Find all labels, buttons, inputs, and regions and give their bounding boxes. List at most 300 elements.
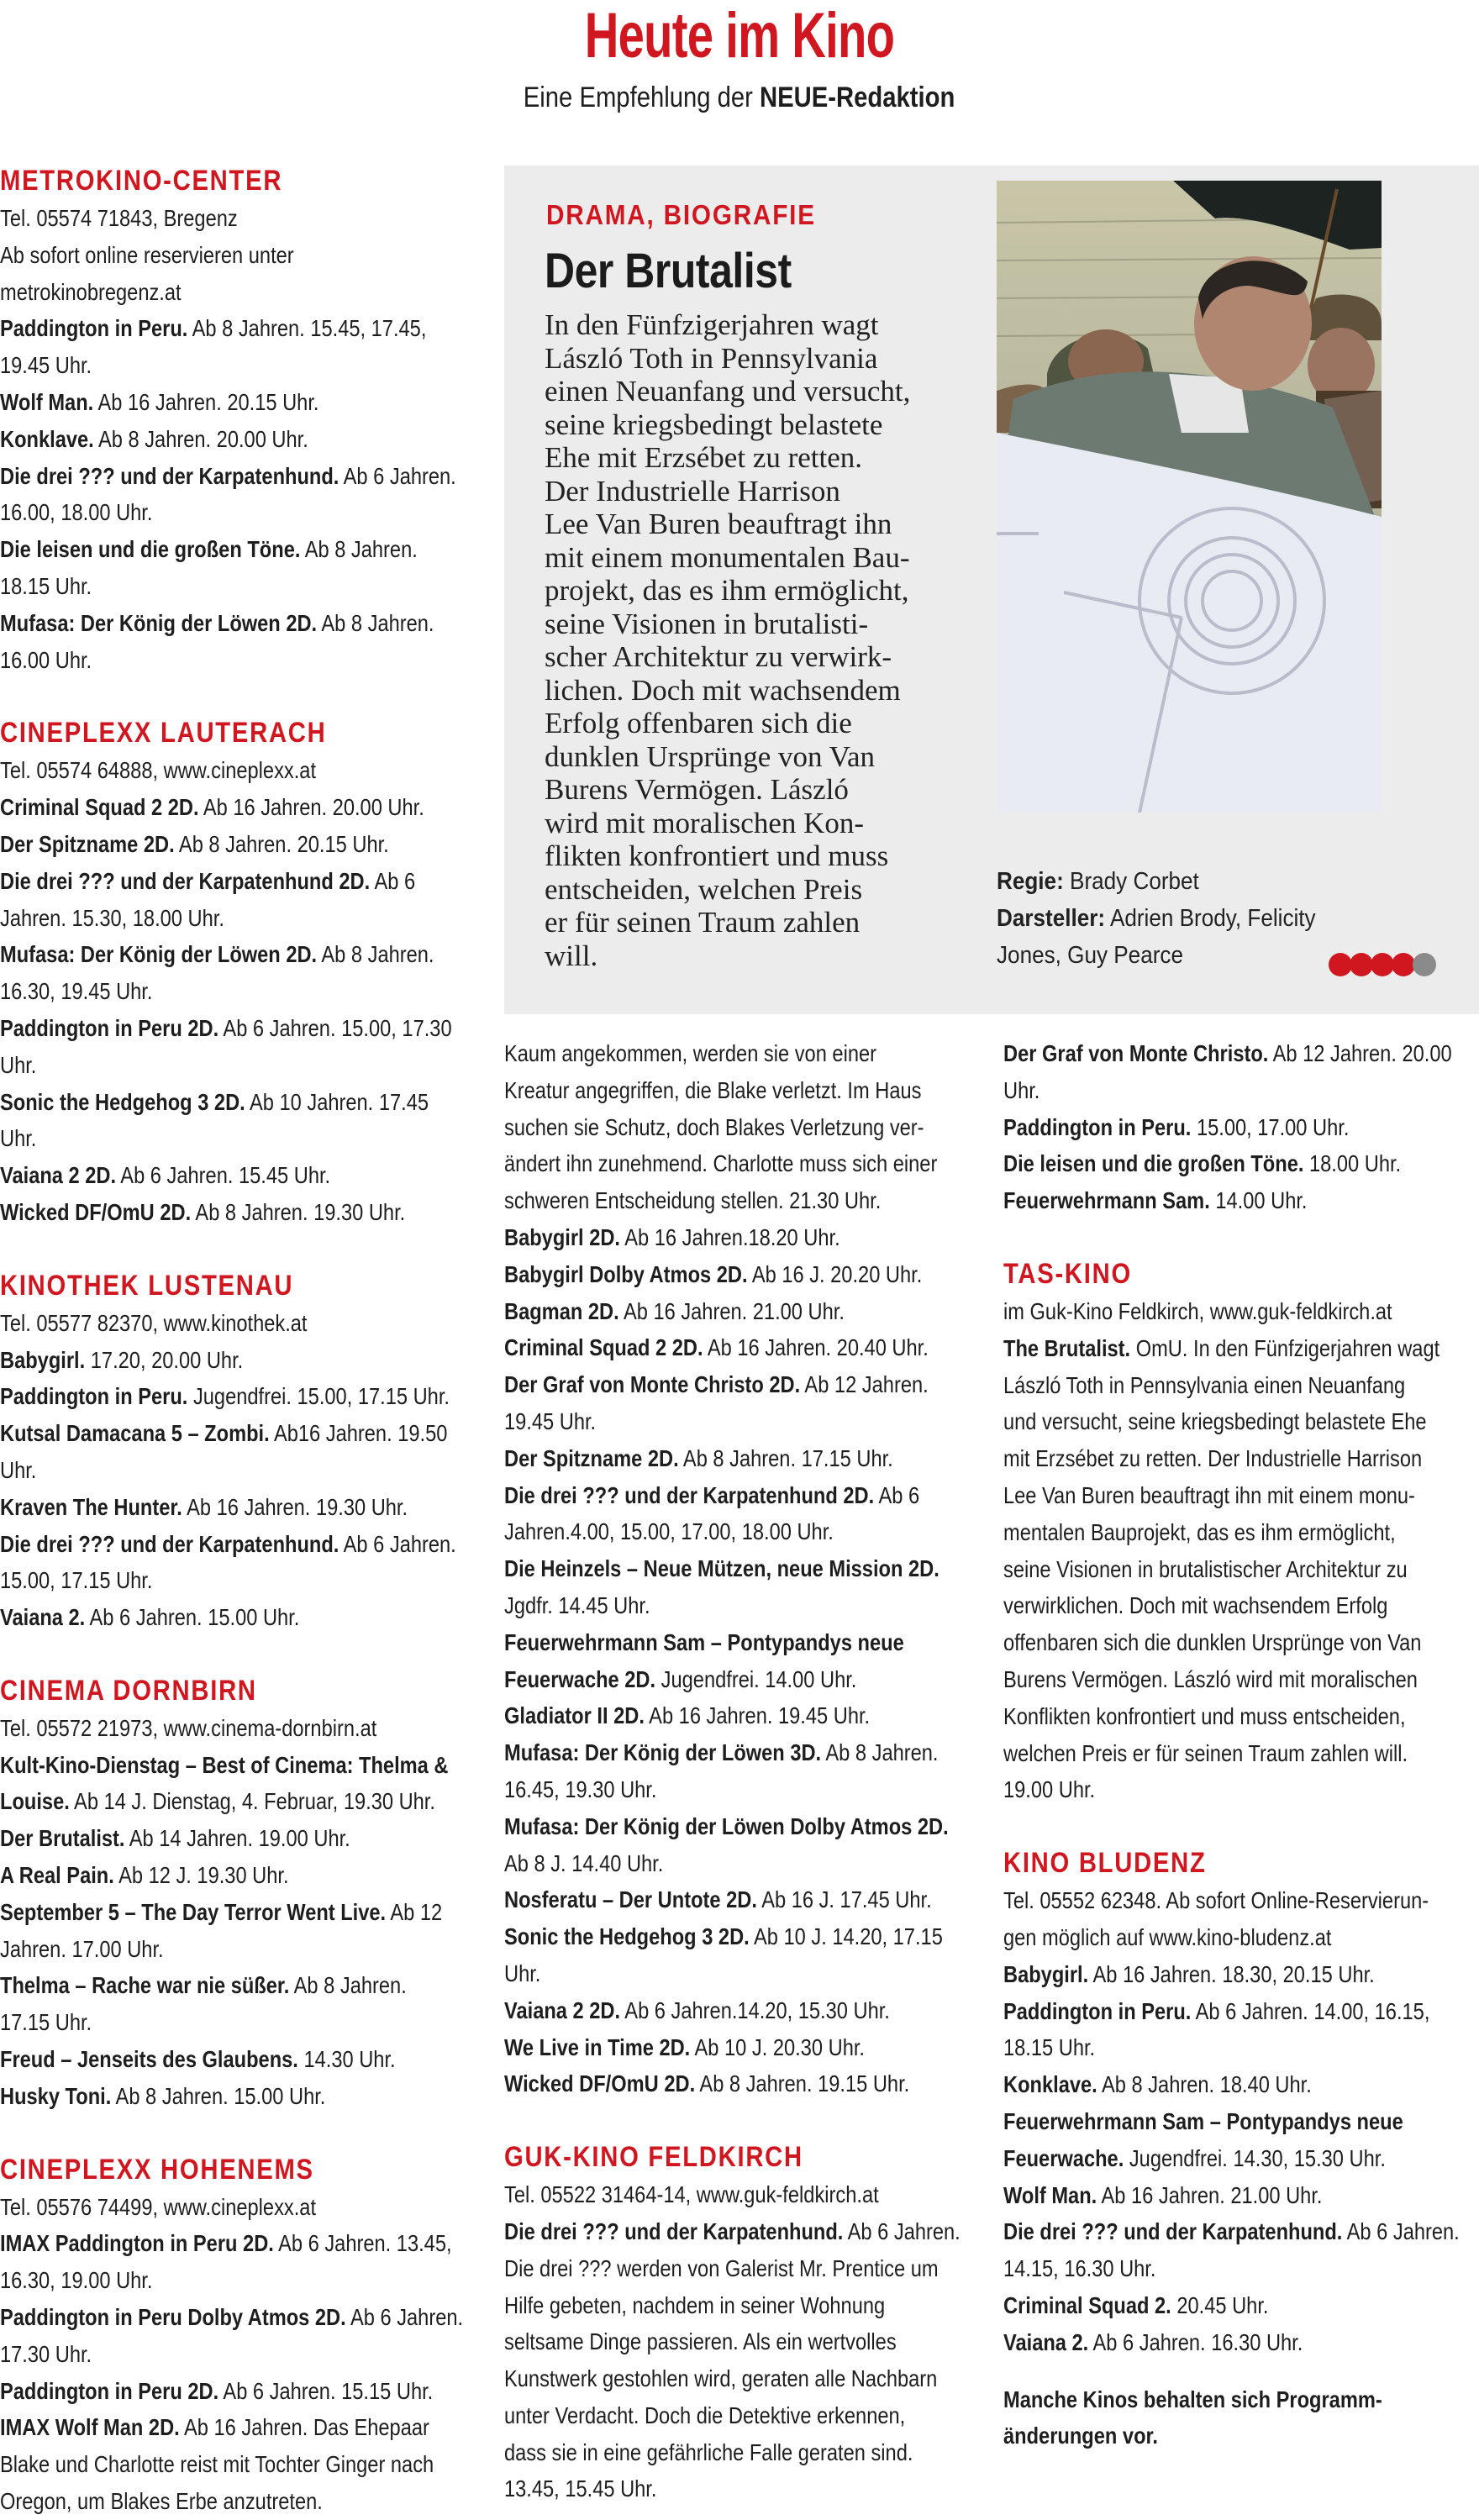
movie-listing: [504, 2213, 979, 2507]
movie-listing: [0, 1378, 475, 1415]
movie-details: Ab 6 Jahren. 16.30 Uhr.: [1088, 2328, 1303, 2355]
movie-details: Ab 6 Jahren.: [339, 1530, 456, 1557]
movie-listing: [0, 2299, 475, 2373]
movie-title: Feuerwehrmann Sam.: [1003, 1187, 1210, 1214]
movie-line: [0, 1599, 475, 1636]
movie-title: September 5 – The Day Terror Went Live.: [0, 1898, 387, 1925]
movie-line: [0, 789, 475, 826]
movie-listing: [504, 1366, 979, 1440]
movie-title: Paddington in Peru.: [0, 1383, 188, 1410]
cinema-info: Ab sofort online reservieren unter: [0, 241, 294, 268]
movie-listing: [504, 1734, 979, 1808]
movie-details-line: Jahren. 15.30, 18.00 Uhr.: [0, 904, 224, 931]
movie-details: Ab 8 Jahren.: [289, 1972, 407, 1999]
movie-line: [0, 1194, 475, 1231]
feature-body-line: seine Visionen in brutalisti-: [545, 607, 869, 640]
movie-title: Bagman 2D.: [504, 1297, 619, 1324]
movie-details: Ab 16 Jahren. Das Ehepaar: [179, 2414, 429, 2441]
movie-details: Ab 16 Jahren.18.20 Uhr.: [620, 1223, 840, 1250]
continued-text: ändert ihn zunehmend. Charlotte muss sich einer: [504, 1150, 938, 1177]
movie-details-line: 18.15 Uhr.: [0, 572, 92, 599]
movie-title: Die drei ??? und der Karpatenhund.: [0, 1530, 339, 1557]
movie-details: Ab 6 Jahren. 13.45,: [273, 2230, 452, 2257]
movie-title: Der Graf von Monte Christo.: [1003, 1040, 1269, 1066]
movie-listing: [0, 421, 475, 458]
movie-title: Die drei ??? und der Karpatenhund.: [1003, 2218, 1343, 2245]
movie-line: [0, 1084, 475, 1121]
movie-details-line: 16.00 Uhr.: [0, 646, 92, 673]
movie-details: Ab 14 Jahren. 19.00 Uhr.: [124, 1825, 350, 1852]
movie-listing: [504, 1440, 979, 1477]
movie-line: [0, 531, 475, 568]
movie-line: [0, 1894, 475, 1931]
feature-body: [545, 308, 990, 972]
movie-line: [504, 1440, 979, 1477]
feature-body-line: scher Architektur zu verwirk-: [545, 640, 892, 673]
movie-listing: [0, 310, 475, 384]
movie-line: [504, 1918, 979, 1992]
cinema-info: Tel. 05572 21973, www.cinema-dornbirn.at: [0, 1714, 377, 1741]
feature-body-line: Ehe mit Erzsébet zu retten.: [545, 441, 863, 474]
footer-note-line: änderungen vor.: [1003, 2423, 1158, 2449]
movie-line: [0, 2299, 475, 2336]
movie-title: Paddington in Peru 2D.: [0, 1014, 219, 1041]
movie-title: Konklave.: [0, 425, 94, 452]
movie-details: Ab 16 Jahren. 20.15 Uhr.: [93, 388, 319, 415]
movie-line: [0, 2373, 475, 2410]
cinema-section: [504, 2138, 979, 2507]
movie-details: Ab 16 Jahren. 21.00 Uhr.: [618, 1297, 845, 1324]
movie-details: Ab 12 Jahren. 20.00: [1268, 1040, 1452, 1066]
movie-details: Ab 16 Jahren. 21.00 Uhr.: [1097, 2181, 1323, 2208]
director-name: Brady Corbet: [1070, 868, 1199, 895]
movie-title: Paddington in Peru.: [1003, 1997, 1192, 2024]
movie-title: Mufasa: Der König der Löwen 3D.: [504, 1739, 822, 1766]
cinema-info: Tel. 05552 62348. Ab sofort Online-Reservierun-: [1003, 1887, 1429, 1914]
movie-listing: [0, 863, 475, 937]
movie-details: Ab 12 Jahren.: [800, 1371, 929, 1398]
cinema-name: METROKINO-CENTER: [0, 165, 283, 197]
movie-title: Husky Toni.: [0, 2082, 112, 2109]
movie-title: Babygirl Dolby Atmos 2D.: [504, 1260, 748, 1287]
movie-details-line: Jahren.4.00, 15.00, 17.00, 18.00 Uhr.: [504, 1518, 834, 1545]
movie-line: [0, 1489, 475, 1526]
movie-line: [504, 1697, 979, 1734]
movie-listing: [504, 1293, 979, 1330]
movie-details-line: 16.30, 19.45 Uhr.: [0, 978, 153, 1005]
movie-title-cont: Louise.: [0, 1788, 70, 1815]
movie-details: Ab 6 Jahren.14.20, 15.30 Uhr.: [620, 1997, 890, 2023]
movie-listing: [0, 384, 475, 421]
cinema-name: TAS-KINO: [1003, 1257, 1132, 1290]
cast-line-2: Jones, Guy Pearce: [997, 942, 1183, 969]
movie-details-line: Hilfe gebeten, nachdem in seiner Wohnung: [504, 2291, 886, 2318]
movie-line: [1003, 2213, 1478, 2250]
cinema-info: im Guk-Kino Feldkirch, www.guk-feldkirch.at: [1003, 1297, 1392, 1324]
movie-line: [1003, 2066, 1478, 2103]
movie-details: Ab 6 Jahren.: [843, 2217, 961, 2244]
movie-details: OmU. In den Fünfzigerjahren wagt: [1130, 1334, 1440, 1361]
movie-line: [504, 1366, 979, 1403]
movie-details: Ab 8 Jahren. 20.00 Uhr.: [93, 425, 308, 452]
movie-details: Ab 10 J. 20.30 Uhr.: [690, 2033, 865, 2060]
movie-title: Kutsal Damacana 5 – Zombi.: [0, 1420, 270, 1447]
movie-listing: [504, 1992, 979, 2029]
movie-line: [504, 1624, 979, 1661]
movie-line: [504, 1992, 979, 2029]
cinema-info: Tel. 05574 71843, Bregenz: [0, 205, 238, 231]
cinema-section: [0, 2150, 475, 2520]
movie-line: [504, 2065, 979, 2102]
movie-listing: [0, 789, 475, 826]
subtitle-prefix: Eine Empfehlung der: [524, 82, 761, 113]
movie-details-line: dass sie in eine gefährliche Falle geraten sind.: [504, 2438, 913, 2465]
feature-body-line: er für seinen Traum zahlen: [545, 906, 861, 939]
movie-line: [1003, 1182, 1478, 1219]
continued-text: suchen sie Schutz, doch Blakes Verletzung ver-: [504, 1113, 924, 1140]
movie-line: [0, 1010, 475, 1047]
cinema-name: KINO BLUDENZ: [1003, 1847, 1207, 1880]
movie-listing: [504, 1881, 979, 1918]
movie-line: [1003, 1035, 1478, 1072]
movie-title: Die leisen und die großen Töne.: [0, 536, 301, 563]
movie-line: [504, 1329, 979, 1366]
movie-title: Criminal Squad 2.: [1003, 2291, 1171, 2318]
movie-line: [0, 863, 475, 900]
feature-body-line: Lee Van Buren beauftragt ihn: [545, 508, 892, 540]
cinema-section: [1003, 1844, 1478, 2360]
movie-line: [0, 384, 475, 421]
movie-details: Ab 8 Jahren.: [300, 536, 418, 563]
movie-title: Kraven The Hunter.: [0, 1493, 182, 1520]
movie-title: Mufasa: Der König der Löwen 2D.: [0, 609, 318, 636]
movie-title: Babygirl 2D.: [504, 1223, 621, 1250]
movie-details: Ab 6 Jahren. 15.00, 17.30: [218, 1014, 452, 1041]
movie-details-line: 15.00, 17.15 Uhr.: [0, 1567, 153, 1594]
cinema-info: Tel. 05576 74499, www.cineplexx.at: [0, 2193, 317, 2220]
movie-details: Ab16 Jahren. 19.50: [269, 1420, 448, 1447]
movie-line: [0, 2409, 475, 2446]
movie-title: Feuerwehrmann Sam – Pontypandys neue: [1003, 2107, 1403, 2134]
movie-line: [1003, 2287, 1478, 2324]
movie-details-line: seltsame Dinge passieren. Als ein wertvolles: [504, 2328, 897, 2355]
movie-details: Ab 8 Jahren.: [317, 941, 434, 968]
movie-title: Wicked DF/OmU 2D.: [0, 1198, 192, 1225]
cinema-section: [0, 161, 475, 678]
movie-line: [0, 2078, 475, 2115]
movie-listing: [504, 1697, 979, 1734]
page-subtitle: [0, 79, 1479, 116]
movie-details-line: mit Erzsébet zu retten. Der Industrielle Harrison: [1003, 1445, 1423, 1472]
column-middle: [504, 1035, 980, 2507]
movie-title: Mufasa: Der König der Löwen 2D.: [0, 941, 318, 968]
movie-details: 20.45 Uhr.: [1171, 2291, 1269, 2318]
feature-body-line: dunklen Ursprünge von Van: [545, 739, 876, 773]
cinema-info: Tel. 05577 82370, www.kinothek.at: [0, 1309, 308, 1336]
feature-body-line: Der Industrielle Harrison: [545, 474, 840, 508]
movie-details: Ab 8 Jahren. 18.40 Uhr.: [1097, 2071, 1312, 2098]
cinema-info: metrokinobregenz.at: [0, 278, 182, 305]
movie-details-line: welchen Preis er für seinen Traum zahlen will.: [1003, 1739, 1408, 1766]
rating-dots: [1329, 953, 1434, 976]
movie-line: [0, 1415, 475, 1452]
movie-line: [1003, 2140, 1478, 2177]
movie-title: Vaiana 2 2D.: [0, 1162, 117, 1189]
movie-title: Die drei ??? und der Karpatenhund.: [504, 2217, 844, 2244]
feature-body-line: seine kriegsbedingt belastete: [545, 408, 883, 441]
movie-details: Ab 8 Jahren. 19.15 Uhr.: [695, 2070, 910, 2097]
movie-listing: [1003, 2066, 1478, 2103]
feature-body-line: Burens Vermögen. László: [545, 773, 849, 806]
movie-title: A Real Pain.: [0, 1862, 114, 1889]
movie-details: Jugendfrei. 15.00, 17.15 Uhr.: [187, 1383, 450, 1410]
movie-details: Ab 16 Jahren. 18.30, 20.15 Uhr.: [1088, 1960, 1375, 1987]
movie-listing: [0, 1599, 475, 1636]
movie-details: Ab 6 Jahren.: [1342, 2218, 1460, 2245]
movie-listing: [0, 2078, 475, 2115]
movie-details: Ab 14 J. Dienstag, 4. Februar, 19.30 Uhr.: [69, 1788, 435, 1815]
movie-title: Paddington in Peru.: [1003, 1113, 1192, 1140]
movie-details-line: Ab 8 J. 14.40 Uhr.: [504, 1849, 664, 1876]
movie-details-line: 19.45 Uhr.: [504, 1407, 597, 1434]
movie-details: 18.00 Uhr.: [1303, 1150, 1402, 1177]
movie-line: [0, 936, 475, 973]
cast-line: [997, 900, 1445, 937]
movie-title: We Live in Time 2D.: [504, 2033, 691, 2060]
movie-listing: [1003, 1330, 1478, 1808]
movie-listing: [0, 1157, 475, 1194]
movie-title: IMAX Paddington in Peru 2D.: [0, 2230, 274, 2257]
movie-line: [0, 605, 475, 642]
movie-line: [0, 1157, 475, 1194]
feature-body-line: lichen. Doch mit wachsendem: [545, 673, 901, 707]
movie-line: [1003, 1956, 1478, 1993]
movie-listing: [1003, 1145, 1478, 1182]
cinema-name: CINEMA DORNBIRN: [0, 1674, 257, 1707]
movie-details-line: Jahren. 17.00 Uhr.: [0, 1935, 164, 1962]
feature-body-line: In den Fünfzigerjahren wagt: [545, 308, 879, 341]
movie-title: Wicked DF/OmU 2D.: [504, 2070, 696, 2097]
movie-title: Vaiana 2 2D.: [504, 1997, 621, 2023]
movie-title: Paddington in Peru Dolby Atmos 2D.: [0, 2304, 346, 2331]
movie-listing: [1003, 2103, 1478, 2177]
movie-listing: [0, 1857, 475, 1894]
movie-listing: [0, 1194, 475, 1231]
movie-listing: [1003, 1956, 1478, 1993]
movie-line: [504, 1219, 979, 1256]
rating-dot-empty: [1413, 953, 1436, 976]
movie-title: Criminal Squad 2 2D.: [0, 794, 199, 821]
movie-title: Paddington in Peru.: [0, 315, 188, 342]
movie-listing: [504, 2029, 979, 2066]
movie-title: Wolf Man.: [1003, 2181, 1097, 2208]
movie-details-line: 13.45, 15.45 Uhr.: [504, 2475, 657, 2502]
movie-title: Die leisen und die großen Töne.: [1003, 1150, 1304, 1177]
movie-details-line: Kunstwerk gestohlen wird, geraten alle Nachbarn: [504, 2365, 938, 2392]
movie-details: Ab 16 Jahren. 20.00 Uhr.: [198, 794, 424, 821]
movie-still-image: [997, 181, 1382, 813]
cinema-section: [0, 1671, 475, 2115]
movie-details: Ab 8 Jahren. 20.15 Uhr.: [174, 830, 389, 857]
movie-line: [504, 1477, 979, 1514]
movie-details: 14.30 Uhr.: [297, 2046, 396, 2073]
section-gap: [504, 2102, 979, 2138]
movie-title: Die Heinzels – Neue Mützen, neue Mission 2D.: [504, 1555, 940, 1582]
movie-listing: [1003, 2213, 1478, 2287]
movie-listing: [1003, 1993, 1478, 2067]
movie-line: [504, 1808, 979, 1845]
movie-details-line: seine Visionen in brutalistischer Architektur zu: [1003, 1555, 1408, 1582]
movie-line: [1003, 1993, 1478, 2030]
movie-listing: [0, 1526, 475, 1600]
feature-body-line: projekt, das es ihm ermöglicht,: [545, 574, 909, 607]
movie-line: [1003, 1145, 1478, 1182]
movie-details-line: offenbaren sich die dunklen Ursprünge von Van: [1003, 1629, 1422, 1656]
director-line: [997, 863, 1445, 900]
movie-title: Die drei ??? und der Karpatenhund 2D.: [0, 867, 371, 894]
movie-details: Ab 8 Jahren. 17.15 Uhr.: [678, 1444, 893, 1471]
movie-details: Ab 8 Jahren.: [821, 1739, 939, 1766]
cinema-name: CINEPLEXX LAUTERACH: [0, 717, 327, 750]
movie-details: Ab 8 Jahren. 19.30 Uhr.: [191, 1198, 406, 1225]
movie-line: [0, 1747, 475, 1784]
movie-listing: [1003, 2324, 1478, 2361]
movie-details: Ab 6 Jahren.: [339, 462, 456, 489]
movie-listing: [1003, 2287, 1478, 2324]
movie-details: Ab 6 Jahren. 15.15 Uhr.: [218, 2377, 434, 2404]
cinema-name: KINOTHEK LUSTENAU: [0, 1269, 294, 1302]
rating-dot-filled: [1392, 953, 1415, 976]
cinema-name: CINEPLEXX HOHENEMS: [0, 2153, 314, 2186]
movie-details: Jugendfrei. 14.00 Uhr.: [655, 1665, 857, 1692]
movie-details-line: 16.00, 18.00 Uhr.: [0, 499, 153, 526]
movie-details-line: 16.45, 19.30 Uhr.: [504, 1776, 657, 1802]
movie-details-line: Uhr.: [0, 1051, 37, 1078]
movie-line: [0, 1857, 475, 1894]
movie-line: [1003, 2324, 1478, 2361]
movie-details-line: unter Verdacht. Doch die Detektive erkennen,: [504, 2402, 906, 2428]
movie-listing: [504, 1477, 979, 1551]
movie-listing: [0, 1967, 475, 2041]
movie-title: Sonic the Hedgehog 3 2D.: [504, 1923, 750, 1950]
movie-title-cont: Feuerwache.: [1003, 2144, 1124, 2171]
movie-line: [0, 2041, 475, 2078]
movie-details: Ab 16 Jahren. 20.40 Uhr.: [703, 1334, 929, 1361]
movie-title: Der Graf von Monte Christo 2D.: [504, 1371, 801, 1398]
movie-line: [0, 1526, 475, 1563]
movie-title: Criminal Squad 2 2D.: [504, 1334, 703, 1361]
movie-title: Der Spitzname 2D.: [0, 830, 175, 857]
column-right: [1003, 1035, 1479, 2454]
movie-details: Ab 12 J. 19.30 Uhr.: [113, 1862, 289, 1889]
movie-line: [504, 1661, 979, 1698]
movie-listing: [0, 605, 475, 679]
movie-title: Konklave.: [1003, 2071, 1097, 2098]
column-left: [0, 161, 476, 2520]
movie-title: Wolf Man.: [0, 388, 94, 415]
movie-title: Kult-Kino-Dienstag – Best of Cinema: Thelma &: [0, 1751, 449, 1778]
movie-details-line: 16.30, 19.00 Uhr.: [0, 2267, 153, 2294]
movie-details: Ab 16 J. 17.45 Uhr.: [756, 1886, 932, 1913]
movie-listing: [504, 1918, 979, 1992]
movie-details-line: verwirklichen. Doch mit wachsendem Erfolg: [1003, 1592, 1388, 1619]
movie-title: Paddington in Peru 2D.: [0, 2377, 219, 2404]
movie-details-line: und versucht, seine kriegsbedingt belastete Ehe: [1003, 1408, 1427, 1435]
movie-listing: [1003, 1182, 1478, 1219]
cast-label: Darsteller:: [997, 905, 1106, 932]
movie-line: [0, 1342, 475, 1379]
cinema-info: Tel. 05574 64888, www.cineplexx.at: [0, 757, 317, 784]
movie-details: 15.00, 17.00 Uhr.: [1191, 1113, 1350, 1140]
movie-line: [504, 1550, 979, 1587]
movie-details: Ab 6: [874, 1481, 920, 1508]
movie-line: [0, 421, 475, 458]
movie-listing: [0, 2041, 475, 2078]
movie-details: Ab 16 J. 20.20 Uhr.: [747, 1260, 923, 1287]
movie-details: Jugendfrei. 14.30, 15.30 Uhr.: [1124, 2144, 1386, 2171]
movie-details-line: 14.15, 16.30 Uhr.: [1003, 2255, 1156, 2282]
movie-line: [504, 1293, 979, 1330]
movie-details: Ab 16 Jahren. 19.45 Uhr.: [644, 1702, 871, 1729]
movie-title: Freud – Jenseits des Glaubens.: [0, 2046, 298, 2073]
movie-title: Mufasa: Der König der Löwen Dolby Atmos 2D.: [504, 1812, 949, 1839]
feature-body-line: László Toth in Pennsylvania: [545, 341, 878, 375]
rating-dot-filled: [1329, 953, 1352, 976]
movie-listing: [0, 826, 475, 863]
movie-details: Ab 6 Jahren.: [345, 2304, 464, 2331]
movie-details: 17.20, 20.00 Uhr.: [85, 1346, 244, 1373]
movie-details-line: mentalen Bauprojekt, das es ihm ermöglicht,: [1003, 1518, 1396, 1545]
movie-details-line: Burens Vermögen. László wird mit moralischen: [1003, 1665, 1418, 1692]
cinema-section: [0, 713, 475, 1230]
movie-listing: [0, 1084, 475, 1158]
movie-line: [1003, 1330, 1478, 1367]
movie-details: Ab 6 Jahren. 15.45 Uhr.: [116, 1162, 331, 1189]
feature-body-line: will.: [545, 939, 598, 972]
movie-line: [0, 1820, 475, 1857]
movie-listing: [0, 2409, 475, 2519]
movie-details-line: 19.00 Uhr.: [1003, 1776, 1096, 1803]
movie-details: Ab 8 Jahren. 15.00 Uhr.: [111, 2082, 326, 2109]
movie-line: [504, 1734, 979, 1771]
movie-details-line: Lee Van Buren beauftragt ihn mit einem monu-: [1003, 1481, 1415, 1508]
movie-title: Die drei ??? und der Karpatenhund.: [0, 462, 339, 489]
movie-still-illustration: [997, 181, 1382, 813]
continued-text: Kreatur angegriffen, die Blake verletzt. Im Haus: [504, 1076, 922, 1103]
movie-details: Ab 8 Jahren.: [317, 609, 434, 636]
movie-details: Ab 8 Jahren. 15.45, 17.45,: [187, 315, 427, 342]
feature-box: [504, 166, 1479, 1014]
movie-listing: [0, 531, 475, 605]
movie-listing: [504, 1808, 979, 1882]
rating-dot-filled: [1350, 953, 1373, 976]
cast-names-1: Adrien Brody, Felicity: [1109, 905, 1316, 932]
movie-line: [0, 1967, 475, 2004]
movie-line: [0, 1378, 475, 1415]
movie-title: Thelma – Rache war nie süßer.: [0, 1972, 290, 1999]
movie-listing: [0, 2373, 475, 2410]
feature-body-line: flikten konfrontiert und muss: [545, 839, 889, 872]
movie-title: Feuerwehrmann Sam – Pontypandys neue: [504, 1628, 904, 1655]
continued-text: Kaum angekommen, werden sie von einer: [504, 1040, 877, 1066]
movie-line: [0, 1783, 475, 1820]
movie-line: [504, 1881, 979, 1918]
movie-line: [1003, 2103, 1478, 2140]
movie-listing: [0, 1415, 475, 1489]
feature-title: Der Brutalist: [545, 244, 792, 298]
movie-listing: [504, 1219, 979, 1256]
movie-details-line: Konflikten konfrontiert und muss entscheiden,: [1003, 1702, 1406, 1729]
